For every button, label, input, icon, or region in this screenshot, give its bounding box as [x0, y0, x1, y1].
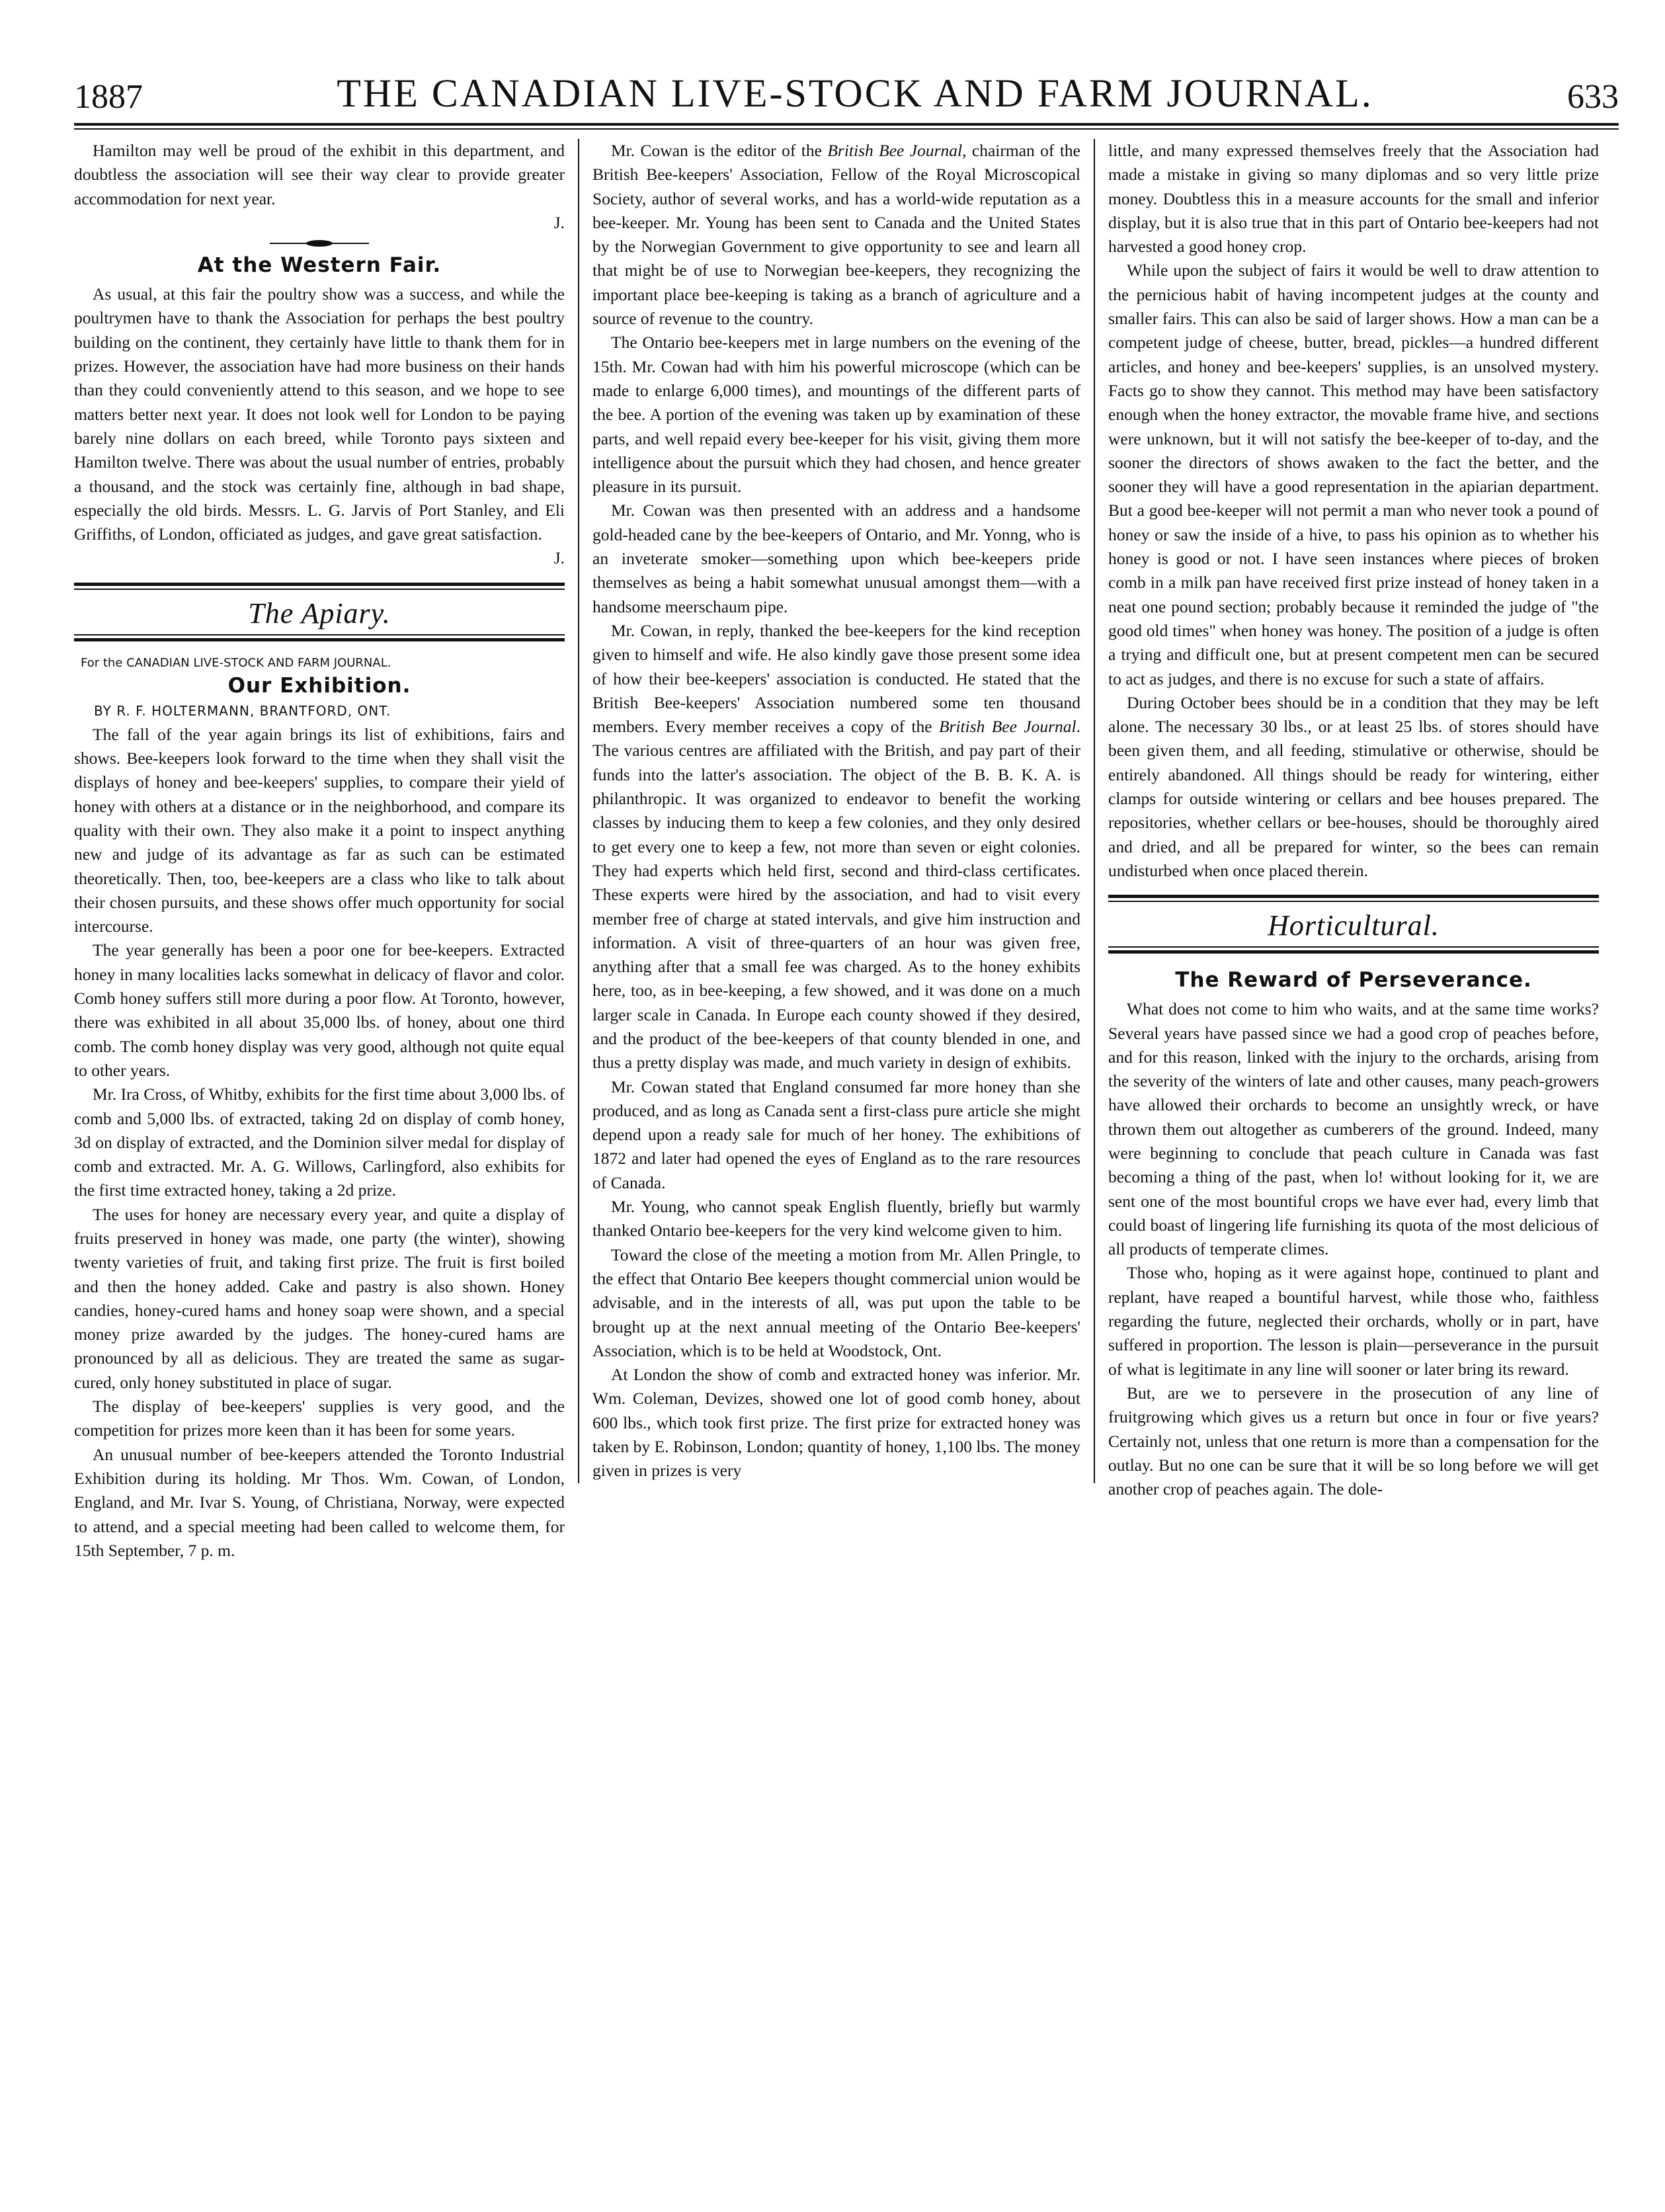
section-title: The Apiary. — [248, 596, 391, 630]
paragraph: Those who, hoping as it were against hope, continued to plant and replant, have reaped a bountiful harvest, while those who, faithless regarding the future, neglected their orchards, wholly or in part, have suffered in proportion. The lesson is plain—perseverance in the pursuit of what is legitimate in any line will sooner or later bring its reward. — [1108, 1263, 1599, 1379]
article-heading: Our Exhibition. — [227, 673, 411, 698]
paragraph: The fall of the year again brings its list of exhibitions, fairs and shows. Bee-keepers look forward to the time when they shall visit the displays of honey and bee-keepers' supplies, to compare their yield of honey with others at a distance or in the neighborhood, and compare its quality with their own. They also make it a point to inspect anything new and judge of its advantage as far as such can be estimated theoretically. Then, too, bee-keepers are a class who like to talk about their chosen pursuits, and these shows offer much opportunity for social intercourse. — [74, 724, 565, 936]
journal-title: THE CANADIAN LIVE-STOCK AND FARM JOURNAL. — [337, 71, 1373, 115]
paragraph: Mr. Young, who cannot speak English fluently, briefly but warmly thanked Ontario bee-keepers for the very kind welcome given to him. — [592, 1197, 1080, 1241]
paragraph: little, and many expressed themselves freely that the Association had made a mistake in giving so many diplomas and so very little prize money. Doubtless this in a measure accounts for the small and inferior display, but it is also true that in this part of Ontario bee-keepers had not harvested a good honey crop. — [1108, 141, 1599, 257]
section-rule — [74, 634, 565, 641]
signature: J. — [553, 212, 565, 232]
header-rule — [74, 128, 1619, 130]
article-heading: The Reward of Perseverance. — [1175, 968, 1532, 993]
paragraph: The year generally has been a poor one for bee-keepers. Extracted honey in many localities lacks somewhat in delicacy of flavor and color. Comb honey suffers still more during a poor flow. At Toronto, however, there was exhibited in all about 35,000 lbs. of honey, about one third comb. The comb honey display was very good, although not quite equal to other years. — [74, 940, 565, 1080]
paragraph: An unusual number of bee-keepers attended the Toronto Industrial Exhibition during its holding. Mr Thos. Wm. Cowan, of London, England, and Mr. Ivar S. Young, of Christiana, Norway, were expected to attend, and a special meeting had been called to welcome them, for 15th September, 7 p. m. — [74, 1444, 565, 1560]
journal-name: British Bee Journal — [938, 717, 1076, 737]
text-run: , chairman of the British Bee-keepers' Association, Fellow of the Royal Microscopical Society, author of several works, and has a world-wide reputation as a bee-keeper. Mr. Young has been sent to Canada and the United States by the Norwegian Government to give opportunity to see and learn all that might be of use to Norwegian bee-keepers, they recognizing the important place bee-keeping is taking as a branch of agriculture and a source of revenue to the country. — [592, 141, 1080, 329]
page-header — [74, 58, 1619, 126]
paragraph: The Ontario bee-keepers met in large numbers on the evening of the 15th. Mr. Cowan had with him his powerful microscope (which can be made to enlarge 6,000 times), and mountings of the different parts of the bee. A portion of the evening was taken up by examination of these parts, and well repaid every bee-keeper for his visit, giving them more intelligence about the pursuit which they had chosen, and hence greater pleasure in its pursuit. — [592, 333, 1080, 497]
paragraph — [592, 619, 1080, 1075]
paragraph: During October bees should be in a condition that they may be left alone. The necessary 30 lbs., or at least 25 lbs. of stores should have been given them, and all feeding, stimulative or otherwise, should be entirely abandoned. All things should be ready for wintering, either clamps for outside wintering or cellars and bee houses prepared. The repositories, whether cellars or bee-houses, should be thoroughly aired and dried, and all be prepared for winter, so the bees can remain undisturbed when once placed therein. — [1108, 692, 1599, 880]
article-columns — [74, 139, 1619, 1563]
paragraph: Hamilton may well be proud of the exhibit in this department, and doubtless the association will see their way clear to provide greater accommodation for next year. — [74, 141, 565, 208]
text-run: Mr. Cowan, in reply, thanked the bee-keepers for the kind reception given to himself and wife. He also kindly gave those present some idea of how their bee-keepers' association is conducted. He stated that the British Bee-keepers' Association numbered some ten thousand members. Every member receives a copy of the — [592, 620, 1080, 737]
article-heading: At the Western Fair. — [197, 253, 442, 278]
column-right — [1108, 139, 1599, 1501]
page-number: 633 — [1566, 78, 1619, 116]
text-run: Mr. Cowan is the editor of the — [611, 141, 828, 160]
paragraph: While upon the subject of fairs it would be well to draw attention to the pernicious habit of having incompetent judges at the county and smaller fairs. This can also be said of larger shows. How a man can be a competent judge of cheese, butter, bread, pickles—a hundred different articles, and honey and bee-keepers' supplies, is an unsolved mystery. Facts go to show they cannot. This method may have been satisfactory enough when the honey extractor, the movable frame hive, and sections were unknown, but it will not satisfy the bee-keeper of to-day, and the sooner the directors of shows awaken to the fact the better, and the sooner they will have a good representation in the apiarian department. But a good bee-keeper will not permit a man who never took a pound of honey or saw the inside of a hive, to pass his opinion as to whether his honey is good or not. I have seen instances where pieces of broken comb in a milk pan have received first prize instead of honey taken in a neat one pound section; probably because it reminded the judge of "the good old times" when honey was honey. The position of a judge is often a trying and difficult one, but at present competent men can be secured to act as judges, and there is no excuse for such a state of affairs. — [1108, 261, 1599, 688]
column-left — [74, 139, 565, 1563]
paragraph — [592, 139, 1080, 331]
section-rule — [1108, 895, 1599, 902]
paragraph: The uses for honey are necessary every year, and quite a display of fruits preserved in honey was made, one party (the winter), showing twenty varieties of fruit, and taking first prize. The fruit is first boiled and then the honey added. Cake and pastry is also shown. Honey candies, honey-cured hams and honey soap were shown, and a special money prize awarded by the judges. The honey-cured hams are pronounced by all as delicious. They are treated the same as sugar-cured, only honey substituted in place of sugar. — [74, 1204, 565, 1392]
journal-name: British Bee Journal — [827, 141, 963, 160]
paragraph: What does not come to him who waits, and at the same time works? Several years have passed since we had a good crop of peaches before, and for this reason, linked with the injury to the orchards, arising from the severity of the winters of late and other causes, many peach-growers have allowed their orchards to become an unsightly wreck, or have thrown them out altogether as cumberers of the ground. Indeed, many were beginning to conclude that peach culture in Canada was fast becoming a thing of the past, when lo! without looking for it, we are sent one of the most bountiful crops we have ever had, every limb that could boast of lingering life furnishing its quota of the most delicious of all products of temperate climes. — [1108, 999, 1599, 1259]
section-title: Horticultural. — [1268, 909, 1440, 942]
paragraph: Toward the close of the meeting a motion from Mr. Allen Pringle, to the effect that Ontario Bee keepers thought commercial union would be advisable, and in the interests of all, was put upon the table to be brought up at the next annual meeting of the Ontario Bee-keepers' Association, which is to be held at Woodstock, Ont. — [592, 1245, 1080, 1360]
paragraph: As usual, at this fair the poultry show was a success, and while the poultrymen have to thank the Association for perhaps the best poultry building on the continent, they certainly have little to thank them for in prizes. However, the association have had more business on their hands than they could conveniently attend to this season, and we hope to see matters better next year. It does not look well for London to be paying barely nine dollars on each breed, while Toronto pays sixteen and Hamilton twelve. There was about the usual number of entries, probably a thousand, and the stock was certainly fine, although in bad shape, especially the old birds. Messrs. L. G. Jarvis of Port Stanley, and Eli Griffiths, of London, officiated as judges, and gave great satisfaction. — [74, 284, 565, 544]
paragraph: The display of bee-keepers' supplies is very good, and the competition for prizes more keen than it has been for some years. — [74, 1397, 565, 1440]
article-byline: BY R. F. HOLTERMANN, BRANTFORD, ONT. — [94, 702, 391, 719]
signature: J. — [553, 548, 565, 568]
paragraph: Mr. Cowan was then presented with an address and a handsome gold-headed cane by the bee-keepers of Ontario, and Mr. Yonng, who is an inveterate smoker—something upon which bee-keepers pride themselves as being a habit somewhat unusual amongst them—with a handsome meerschaum pipe. — [592, 501, 1080, 616]
article-credit: For the CANADIAN LIVE-STOCK AND FARM JOURNAL. — [81, 655, 391, 670]
paragraph: At London the show of comb and extracted honey was inferior. Mr. Wm. Coleman, Devizes, showed one lot of good comb honey, about 600 lbs., which took first prize. The first prize for extracted honey was taken by E. Robinson, London; quantity of honey, 1,100 lbs. The money given in prizes is very — [592, 1365, 1080, 1481]
section-rule — [74, 583, 565, 590]
text-run: . The various centres are affiliated with the British, and pay part of their funds into the latter's association. The object of the B. B. K. A. is philanthropic. It was organized to endeavor to benefit the working classes by inducing them to keep a few colonies, and they only desired to get every one to keep a few, not more than seven or eight colonies. They had experts which held first, second and third-class certificates. These experts were hired by the association, and had to visit every member free of charge at stated intervals, and give him instruction and information. A visit of three-quarters of an hour was given free, anything after that a small fee was charged. As to the honey exhibits here, too, as in bee-keeping, a few showed, and it was done on a much larger scale in Canada. In Europe each county showed if they desired, and the product of the bee-keepers of that county blended in one, and thus a pretty display was made, and much variety in design of exhibits. — [592, 717, 1080, 1073]
divider-ornament — [270, 240, 369, 247]
header-year: 1887 — [74, 78, 143, 116]
section-rule — [1108, 946, 1599, 954]
paragraph: Mr. Cowan stated that England consumed far more honey than she produced, and as long as Canada sent a first-class pure article she might depend upon a ready sale for much of her honey. The exhibitions of 1872 and later had opened the eyes of England as to the rare resources of Canada. — [592, 1077, 1080, 1192]
paragraph: Mr. Ira Cross, of Whitby, exhibits for the first time about 3,000 lbs. of comb and 5,000 lbs. of extracted, taking 2d on display of comb honey, 3d on display of extracted, and the Dominion silver medal for display of comb and extracted. Mr. A. G. Willows, Carlingford, also exhibits for the first time extracted honey, taking a 2d prize. — [74, 1085, 565, 1200]
paragraph: But, are we to persevere in the prosecution of any line of fruitgrowing which gives us a return but once in four or five years? Certainly not, unless that one return is more than a compensation for the outlay. But no one can be sure that it will be so long before we will get another crop of peaches again. The dole- — [1108, 1383, 1599, 1499]
column-middle — [578, 139, 1095, 1483]
